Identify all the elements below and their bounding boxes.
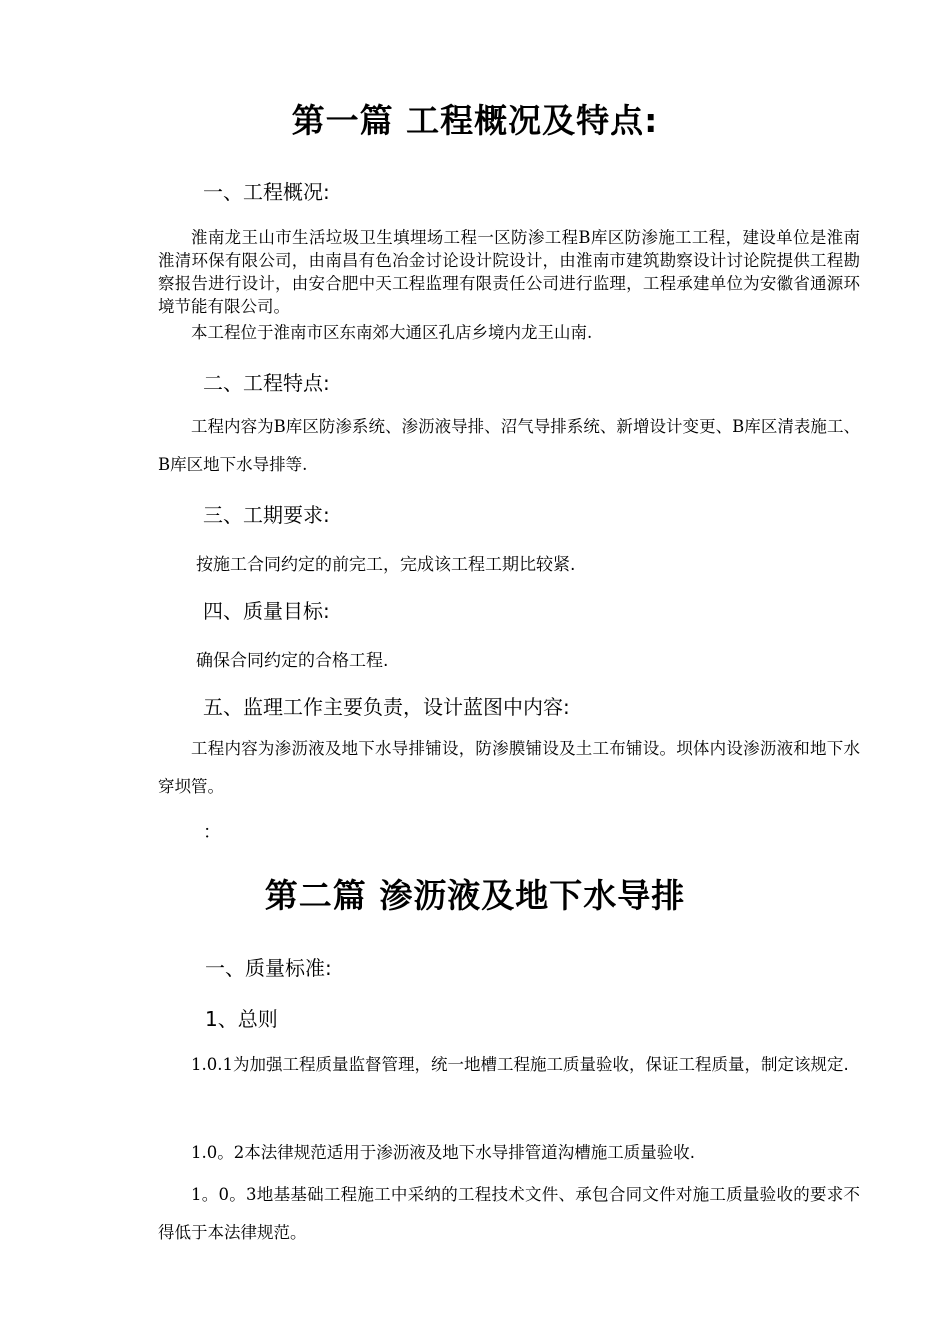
clause-1-0-3-text: 地基基础工程施工中采纳的工程技术文件、承包合同文件对施工质量验收的要求不得低于本法律规范。 <box>158 1185 860 1242</box>
clause-1-0-3-number: 1。0。3 <box>191 1185 257 1204</box>
section-heading-overview: 一、工程概况: <box>203 180 330 204</box>
location-text-a: 本工程位于 <box>191 323 274 342</box>
stray-colon: ： <box>203 822 221 843</box>
overview-text-b: 建设单位 <box>742 228 810 247</box>
clause-1-0-1 <box>158 1046 860 1084</box>
clause-1-0-3 <box>158 1176 860 1252</box>
section-heading-quality-standard: 一、质量标准: <box>205 956 332 980</box>
section-heading-supervision: 五、监理工作主要负责，设计蓝图中内容: <box>203 695 570 719</box>
clause-1-0-1-number: 1.0.1 <box>191 1055 233 1074</box>
overview-text-a: 淮南龙王山市生活垃圾卫生填埋场工程一区防渗工程B库区防渗施工工程， <box>191 228 743 247</box>
supervision-paragraph: 工程内容为渗沥液及地下水导排铺设，防渗膜铺设及土工布铺设。坝体内设渗沥液和地下水穿坝管。 <box>158 739 860 796</box>
location-text-b: 淮南市区东南郊大通区孔店乡境内龙王山南. <box>273 323 593 342</box>
schedule-paragraph: 按施工合同约定的前完工，完成该工程工期比较紧. <box>196 555 576 575</box>
features-paragraph: 工程内容为B库区防渗系统、渗沥液导排、沼气导排系统、新增设计变更、B库区清表施工、B库区地下水导排等. <box>158 417 860 474</box>
clause-1-0-2-number: 1.0。2 <box>191 1143 245 1162</box>
section-heading-features: 二、工程特点: <box>203 371 330 395</box>
location-paragraph <box>158 321 860 344</box>
quality-goal-paragraph: 确保合同约定的合格工程. <box>196 651 389 671</box>
overview-text-c: 是淮南淮清环保有限公司，由南昌有色冶金讨论设计院设计，由淮南市建筑勘察设计讨论院提供工程勘察报告进行设计，由安合肥中天工程监理有限责任公司进行监理，工程承建单位为安徽省通源环境节能有限公司。 <box>158 228 860 316</box>
overview-paragraph <box>158 226 860 318</box>
part2-title: 第二篇 渗沥液及地下水导排 <box>264 876 686 915</box>
clause-1-0-1-text: 为加强工程质量监督管理，统一地槽工程施工质量验收，保证工程质量，制定该规定. <box>232 1055 849 1074</box>
subsection-heading-general: 1、总则 <box>205 1007 278 1031</box>
section-heading-schedule: 三、工期要求: <box>203 503 330 527</box>
section-heading-quality-goal: 四、质量目标: <box>203 599 330 623</box>
clause-1-0-2-text: 本法律规范适用于渗沥液及地下水导排管道沟槽施工质量验收. <box>244 1143 695 1162</box>
clause-1-0-2 <box>158 1134 860 1172</box>
part1-title: 第一篇 工程概况及特点: <box>291 101 659 140</box>
